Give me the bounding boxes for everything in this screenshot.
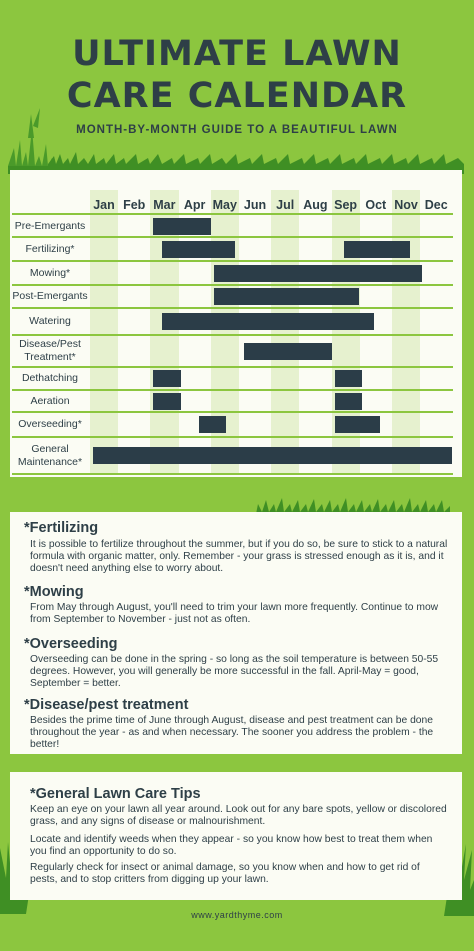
month-header-jan: Jan	[93, 198, 115, 212]
tip-item-2: Locate and identify weeds when they appear - so you know how best to treat them when you find an opportunity to do so.	[30, 834, 433, 858]
row-divider	[12, 236, 453, 238]
activity-bar	[162, 313, 373, 330]
month-header-nov: Nov	[394, 198, 418, 212]
title-line-1: ULTIMATE LAWN	[72, 34, 402, 74]
activity-bar	[162, 241, 234, 258]
activity-bar	[153, 218, 210, 235]
row-label: Pre-Emergants	[14, 219, 86, 232]
month-header-oct: Oct	[365, 198, 387, 212]
note-heading-mowing: *Mowing	[24, 584, 84, 600]
month-header-mar: Mar	[153, 198, 176, 212]
activity-bar	[214, 288, 359, 305]
activity-bar	[199, 416, 226, 433]
activity-bar	[335, 370, 362, 387]
row-divider	[12, 411, 453, 413]
activity-bar	[153, 393, 180, 410]
tip-item-1: Keep an eye on your lawn all year around. Look out for any bare spots, yellow or discolored grass, and any signs of disease or malnourishment.	[30, 804, 447, 828]
month-header-jul: Jul	[276, 198, 295, 212]
activity-bar	[335, 393, 362, 410]
tip-item-3: Regularly check for insect or animal damage, so you know when and how to get rid of pests, and to stop critters from digging up your lawn.	[30, 862, 420, 886]
activity-bar	[244, 343, 332, 360]
month-header-apr: Apr	[183, 198, 206, 212]
row-divider	[12, 366, 453, 368]
footer-url: www.yardthyme.com	[191, 910, 283, 920]
month-header-jun: Jun	[243, 198, 267, 212]
month-header-aug: Aug	[303, 198, 328, 212]
title-line-2: CARE CALENDAR	[66, 76, 408, 116]
month-stripe	[271, 190, 299, 473]
note-text-mowing: From May through August, you'll need to trim your lawn more frequently. Continue to mow from September to November - just not as often.	[30, 602, 439, 626]
note-heading-overseeding: *Overseeding	[24, 636, 118, 652]
note-text-overseeding: Overseeding can be done in the spring - so long as the soil temperature is between 50-55 degrees. However, you will generally be more successful in the fall. April-May = good, September = better.	[30, 654, 439, 690]
row-divider	[12, 260, 453, 262]
activity-bar	[335, 416, 380, 433]
row-label: Mowing*	[29, 266, 71, 279]
note-text-fertilizing: It is possible to fertilize throughout the summer, but if you do so, be sure to stick to a natural formula with organic matter, only. Remember - your grass is stressed enough as it is, and it doesn't need anything else to worry about.	[30, 539, 448, 575]
month-stripe	[90, 190, 118, 473]
tips-heading: *General Lawn Care Tips	[30, 786, 201, 802]
row-divider	[12, 213, 453, 215]
row-label: General Maintenance*	[17, 442, 83, 468]
month-header-feb: Feb	[123, 198, 146, 212]
note-heading-disease: *Disease/pest treatment	[24, 697, 189, 713]
activity-bar	[344, 241, 410, 258]
activity-bar	[153, 370, 180, 387]
row-label: Dethatching	[21, 372, 79, 384]
note-text-disease: Besides the prime time of June through August, disease and pest treatment can be done throughout the year - as and when necessary. The sooner you address the problem - the better!	[30, 715, 434, 751]
month-stripe	[392, 190, 420, 473]
month-header-dec: Dec	[424, 198, 448, 212]
row-label: Aeration	[30, 394, 70, 407]
activity-bar	[93, 447, 452, 464]
row-label: Overseeding*	[18, 418, 82, 430]
row-divider	[12, 307, 453, 309]
row-label: Watering	[29, 315, 71, 327]
row-divider	[12, 436, 453, 438]
row-divider	[12, 334, 453, 336]
row-divider	[12, 389, 453, 391]
month-header-sep: Sep	[334, 198, 358, 212]
row-divider	[12, 473, 453, 475]
activity-bar	[214, 265, 422, 282]
row-label: Disease/Pest Treatment*	[19, 338, 81, 363]
row-label: Post-Emergants	[12, 290, 88, 302]
note-heading-fertilizing: *Fertilizing	[24, 520, 99, 536]
month-header-may: May	[212, 198, 237, 212]
subtitle: MONTH-BY-MONTH GUIDE TO A BEAUTIFUL LAWN	[76, 124, 398, 136]
row-label: Fertilizing*	[25, 242, 75, 255]
grass-top-illustration	[8, 108, 464, 174]
row-divider	[12, 284, 453, 286]
